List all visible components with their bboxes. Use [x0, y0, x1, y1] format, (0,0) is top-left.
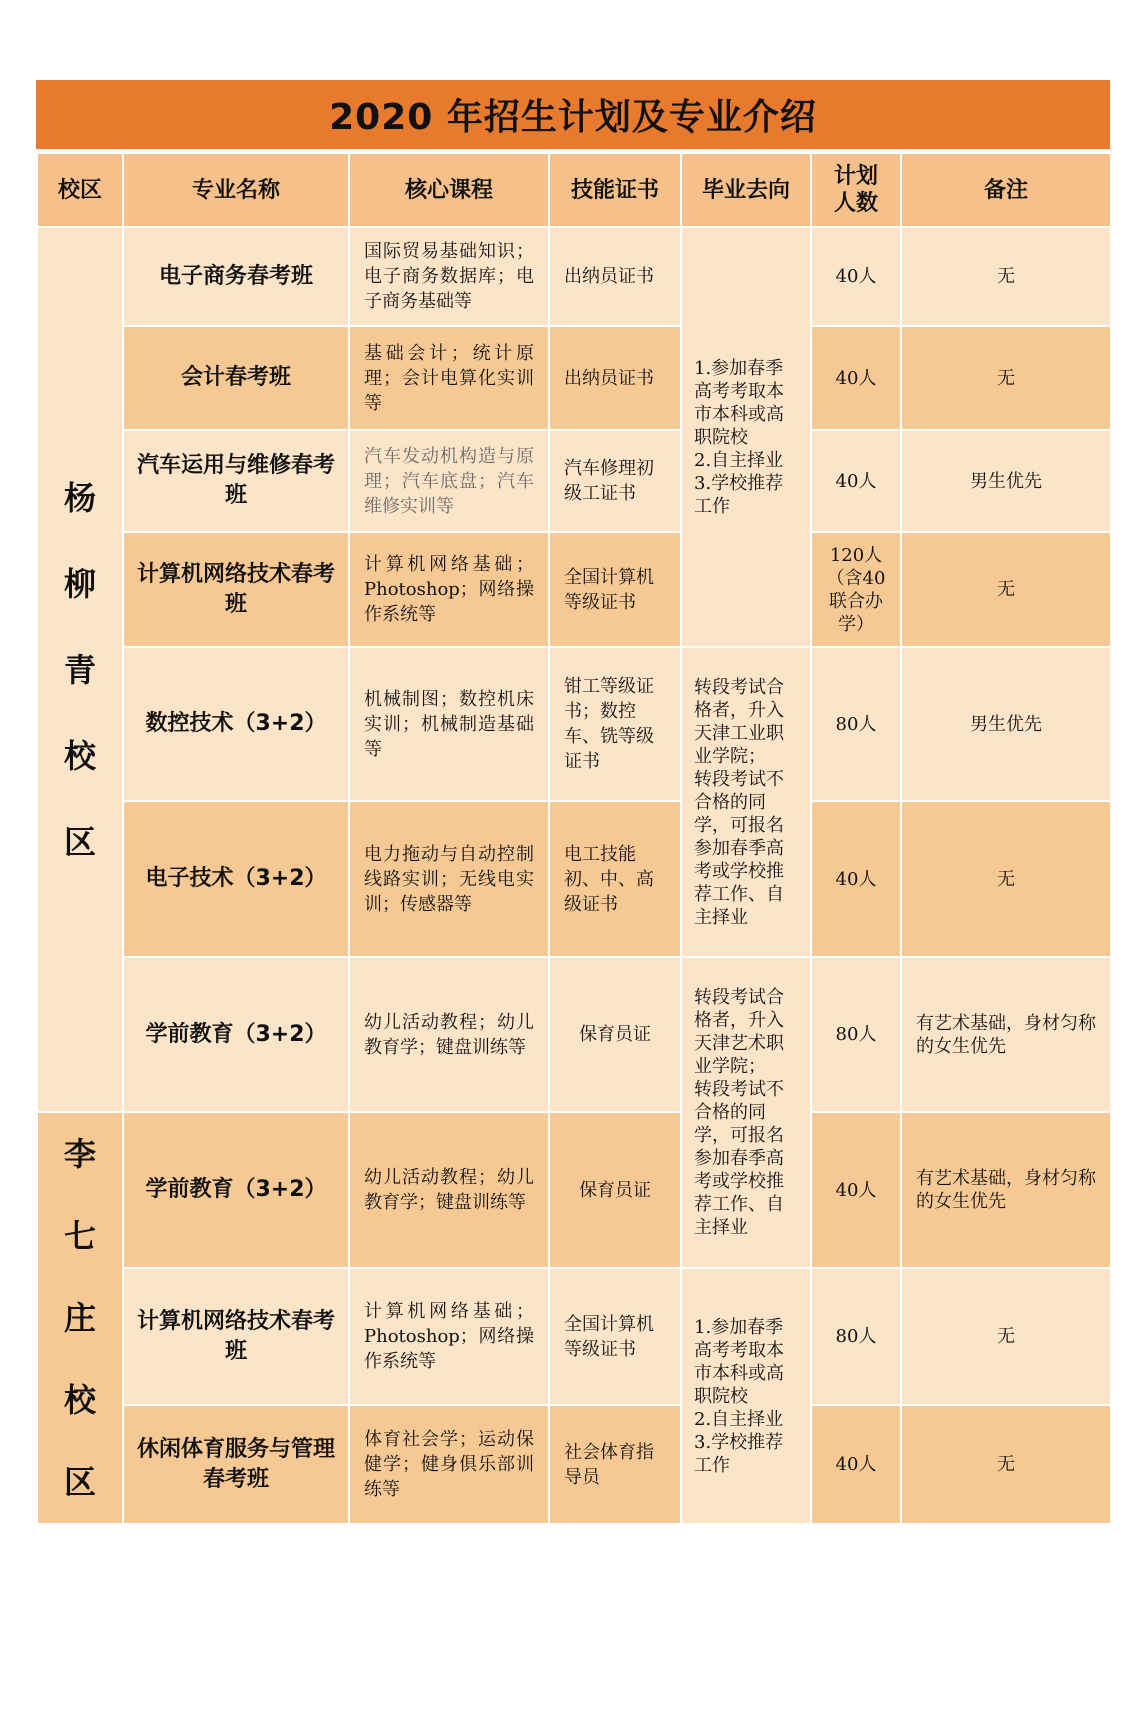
- certificate: 全国计算机等级证书: [549, 1268, 681, 1405]
- remarks: 有艺术基础，身材匀称的女生优先: [901, 957, 1111, 1112]
- core-courses: 国际贸易基础知识；电子商务数据库；电子商务基础等: [349, 227, 549, 326]
- table-row: [37, 1268, 1111, 1405]
- plan-count: 40人: [811, 430, 901, 532]
- header-courses: 核心课程: [349, 153, 549, 227]
- plan-count: 40人: [811, 1112, 901, 1268]
- campus-char: 区: [63, 1463, 96, 1501]
- campus-char: 柳: [63, 564, 96, 603]
- table-row: [37, 957, 1111, 1112]
- table-row: [37, 1405, 1111, 1524]
- title-bar: [36, 80, 1110, 152]
- campus-yangliuqing: [37, 227, 123, 1112]
- certificate: 保育员证: [549, 1112, 681, 1268]
- remarks: 男生优先: [901, 647, 1111, 801]
- destination: [681, 647, 811, 957]
- plan-count: 40人: [811, 227, 901, 326]
- major-name: 学前教育（3+2）: [123, 1112, 349, 1268]
- certificate: 保育员证: [549, 957, 681, 1112]
- remarks: 无: [901, 1268, 1111, 1405]
- campus-char: 区: [63, 822, 96, 861]
- certificate: 出纳员证书: [549, 326, 681, 430]
- destination-text: 1.参加春季高考考取本市本科或高职院校 2.自主择业 3.学校推荐工作: [694, 1316, 784, 1476]
- campus-liqizhuang: [37, 1112, 123, 1524]
- campus-char: 庄: [63, 1299, 96, 1337]
- destination-text: 转段考试合格者，升入天津艺术职业学院； 转段考试不合格的同学，可报名参加春季高考或学校推荐工作、自主择业: [694, 987, 784, 1238]
- core-courses: 幼儿活动教程；幼儿教育学；键盘训练等: [349, 1112, 549, 1268]
- remarks: 无: [901, 227, 1111, 326]
- destination: [681, 957, 811, 1268]
- header-major: 专业名称: [123, 153, 349, 227]
- certificate: 全国计算机等级证书: [549, 532, 681, 647]
- plan-count: 120人（含40联合办学）: [811, 532, 901, 647]
- campus-char: 校: [63, 1381, 96, 1419]
- remarks: 无: [901, 1405, 1111, 1524]
- table-row: [37, 326, 1111, 430]
- header-plan: 计划人数: [811, 153, 901, 227]
- major-name: 学前教育（3+2）: [123, 957, 349, 1112]
- table-row: [37, 1112, 1111, 1268]
- core-courses: 电力拖动与自动控制线路实训；无线电实训；传感器等: [349, 801, 549, 957]
- destination: [681, 227, 811, 647]
- major-name: 数控技术（3+2）: [123, 647, 349, 801]
- remarks: 男生优先: [901, 430, 1111, 532]
- plan-count: 80人: [811, 1268, 901, 1405]
- campus-char: 七: [63, 1217, 96, 1255]
- certificate: 出纳员证书: [549, 227, 681, 326]
- certificate: 社会体育指导员: [549, 1405, 681, 1524]
- remarks: 无: [901, 326, 1111, 430]
- plan-count: 40人: [811, 326, 901, 430]
- table-row: [37, 227, 1111, 326]
- remarks: 无: [901, 532, 1111, 647]
- table-row: [37, 532, 1111, 647]
- campus-char: 青: [63, 650, 96, 689]
- destination-text: 1.参加春季高考考取本市本科或高职院校 2.自主择业 3.学校推荐工作: [694, 357, 784, 517]
- table-row: [37, 430, 1111, 532]
- major-name: 汽车运用与维修春考班: [123, 430, 349, 532]
- plan-count: 40人: [811, 1405, 901, 1524]
- campus-char: 校: [63, 736, 96, 775]
- plan-count: 40人: [811, 801, 901, 957]
- plan-count: 80人: [811, 647, 901, 801]
- core-courses: 计算机网络基础；Photoshop；网络操作系统等: [349, 532, 549, 647]
- major-name: 会计春考班: [123, 326, 349, 430]
- certificate: 钳工等级证书；数控车、铣等级证书: [549, 647, 681, 801]
- major-name: 电子商务春考班: [123, 227, 349, 326]
- core-courses: 汽车发动机构造与原理；汽车底盘；汽车维修实训等: [349, 430, 549, 532]
- header-certificate: 技能证书: [549, 153, 681, 227]
- major-name: 休闲体育服务与管理春考班: [123, 1405, 349, 1524]
- core-courses: 体育社会学；运动保健学；健身俱乐部训练等: [349, 1405, 549, 1524]
- core-courses: 机械制图；数控机床实训；机械制造基础等: [349, 647, 549, 801]
- remarks: 有艺术基础，身材匀称的女生优先: [901, 1112, 1111, 1268]
- major-name: 计算机网络技术春考班: [123, 532, 349, 647]
- core-courses: 幼儿活动教程；幼儿教育学；键盘训练等: [349, 957, 549, 1112]
- table-row: [37, 801, 1111, 957]
- enrollment-sheet: [36, 80, 1110, 1525]
- campus-char: 李: [63, 1135, 96, 1173]
- certificate: 汽车修理初级工证书: [549, 430, 681, 532]
- campus-char: 杨: [63, 478, 96, 517]
- header-campus: 校区: [37, 153, 123, 227]
- table-row: [37, 647, 1111, 801]
- header-row: [37, 153, 1111, 227]
- major-name: 电子技术（3+2）: [123, 801, 349, 957]
- page-title: 2020 年招生计划及专业介绍: [329, 97, 817, 138]
- header-remarks: 备注: [901, 153, 1111, 227]
- destination-text: 转段考试合格者，升入天津工业职业学院； 转段考试不合格的同学，可报名参加春季高考或学校推荐工作、自主择业: [694, 676, 784, 928]
- enrollment-table: [36, 152, 1112, 1525]
- core-courses: 计算机网络基础；Photoshop；网络操作系统等: [349, 1268, 549, 1405]
- header-destination: 毕业去向: [681, 153, 811, 227]
- certificate: 电工技能初、中、高级证书: [549, 801, 681, 957]
- plan-count: 80人: [811, 957, 901, 1112]
- core-courses: 基础会计；统计原理；会计电算化实训等: [349, 326, 549, 430]
- major-name: 计算机网络技术春考班: [123, 1268, 349, 1405]
- destination: [681, 1268, 811, 1524]
- remarks: 无: [901, 801, 1111, 957]
